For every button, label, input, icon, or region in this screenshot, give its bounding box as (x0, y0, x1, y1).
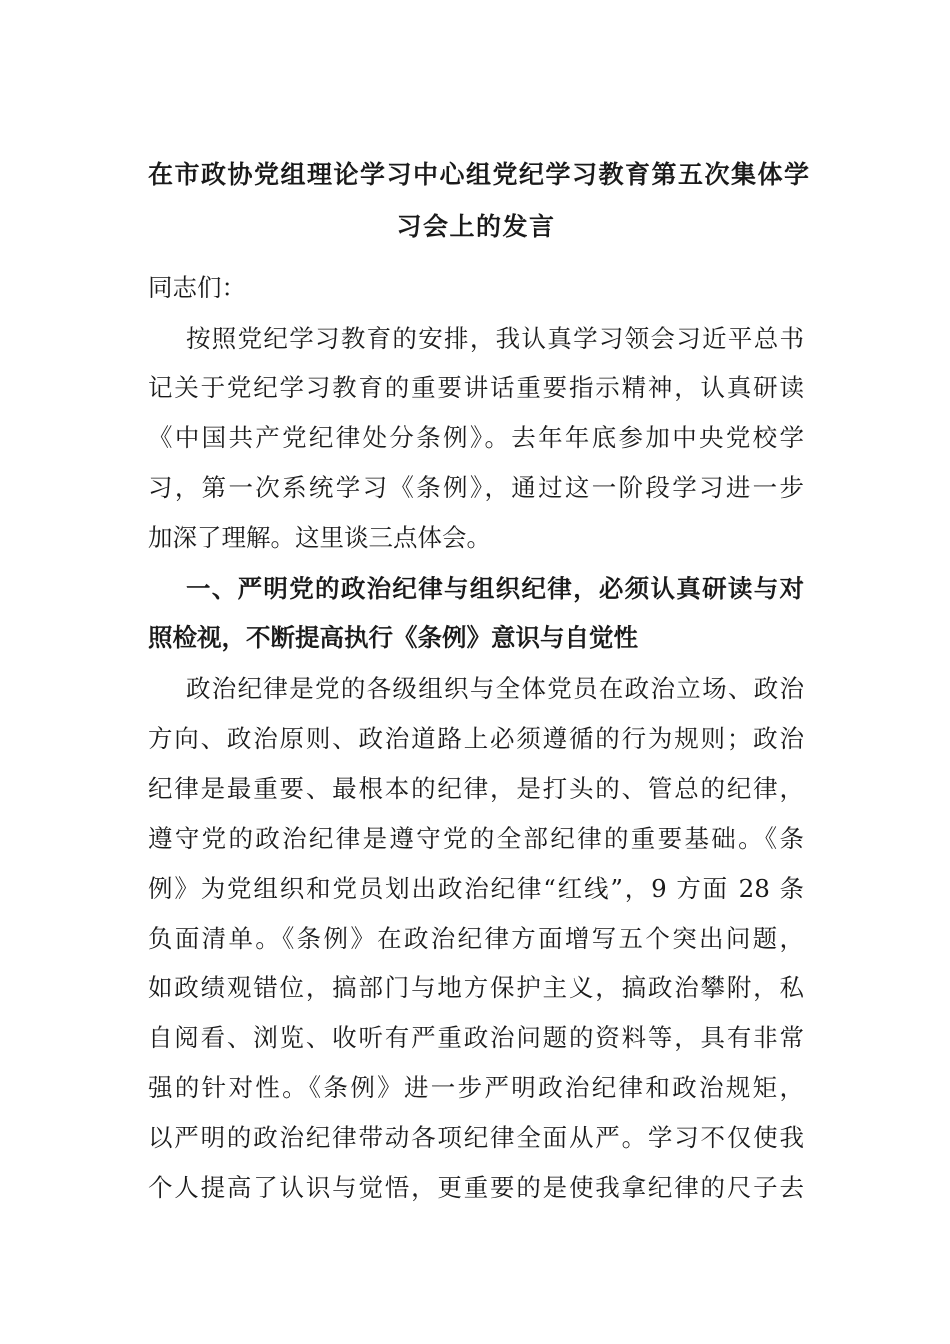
section-heading-line: 一、严明党的政治纪律与组织纪律，必须认真研读与对 (186, 574, 804, 603)
paragraph-line: 加深了理解。这里谈三点体会。 (148, 523, 491, 552)
paragraph-line: 记关于党纪学习教育的重要讲话重要指示精神，认真研读 (148, 373, 804, 402)
paragraph-line: 政治纪律是党的各级组织与全体党员在政治立场、政治 (186, 674, 804, 703)
paragraph-line: 如政绩观错位，搞部门与地方保护主义，搞政治攀附，私 (148, 973, 804, 1002)
paragraph-line: 个人提高了认识与觉悟，更重要的是使我拿纪律的尺子去 (148, 1173, 804, 1202)
paragraph-line: 习，第一次系统学习《条例》，通过这一阶段学习进一步 (148, 473, 804, 502)
paragraph-line: 《中国共产党纪律处分条例》。去年年底参加中央党校学 (148, 423, 804, 452)
paragraph-line: 自阅看、浏览、收听有严重政治问题的资料等，具有非常 (148, 1023, 804, 1052)
paragraph-line: 强的针对性。《条例》进一步严明政治纪律和政治规矩， (148, 1073, 804, 1102)
document-title-line-2: 习会上的发言 (396, 212, 556, 241)
paragraph-line: 以严明的政治纪律带动各项纪律全面从严。学习不仅使我 (148, 1123, 804, 1152)
paragraph-line: 按照党纪学习教育的安排，我认真学习领会习近平总书 (186, 324, 804, 353)
paragraph-line: 负面清单。《条例》在政治纪律方面增写五个突出问题， (148, 924, 804, 953)
paragraph-line: 方向、政治原则、政治道路上必须遵循的行为规则；政治 (148, 724, 804, 753)
paragraph-line: 纪律是最重要、最根本的纪律，是打头的、管总的纪律， (148, 774, 804, 803)
paragraph-line: 例》为党组织和党员划出政治纪律“红线”，9 方面 28 条 (148, 874, 804, 903)
document-title-line-1: 在市政协党组理论学习中心组党纪学习教育第五次集体学 (148, 160, 811, 189)
paragraph-line: 遵守党的政治纪律是遵守党的全部纪律的重要基础。《条 (148, 824, 804, 853)
salutation: 同志们： (148, 273, 246, 302)
section-heading-line: 照检视，不断提高执行《条例》意识与自觉性 (148, 623, 638, 652)
